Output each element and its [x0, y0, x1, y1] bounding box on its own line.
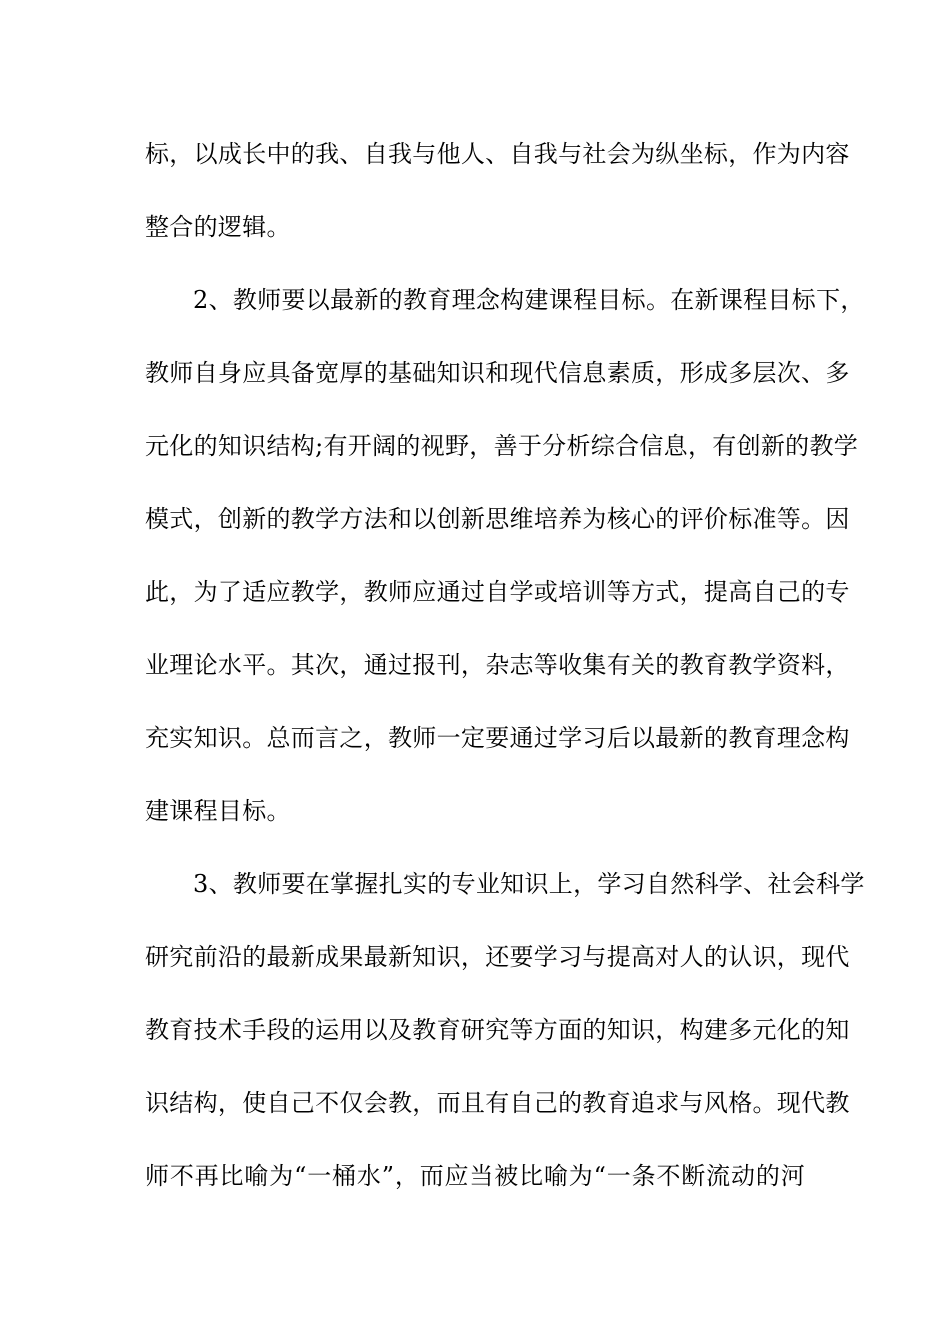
text-line: 模式，创新的教学方法和以创新思维培养为核心的评价标准等。因 — [145, 505, 850, 533]
paragraph-2-first-line: 2、教师要以最新的教育理念构建课程目标。在新课程目标下， — [193, 286, 865, 314]
text-line: 业理论水平。其次，通过报刊，杂志等收集有关的教育教学资料， — [145, 651, 850, 679]
paragraph-3-first-line: 3、教师要在掌握扎实的专业知识上，学习自然科学、社会科学 — [193, 870, 865, 898]
text-line: 整合的逻辑。 — [145, 213, 291, 241]
text-line: 识结构，使自己不仅会教，而且有自己的教育追求与风格。现代教 — [145, 1089, 850, 1117]
text-line: 教育技术手段的运用以及教育研究等方面的知识，构建多元化的知 — [145, 1016, 850, 1044]
text-line: 研究前沿的最新成果最新知识，还要学习与提高对人的认识，现代 — [145, 943, 850, 971]
text-line: 充实知识。总而言之，教师一定要通过学习后以最新的教育理念构 — [145, 724, 850, 752]
text-line: 标，以成长中的我、自我与他人、自我与社会为纵坐标，作为内容 — [145, 140, 850, 168]
text-line: 教师自身应具备宽厚的基础知识和现代信息素质，形成多层次、多 — [145, 359, 850, 387]
text-line: 师不再比喻为“一桶水”，而应当被比喻为“一条不断流动的河 — [145, 1162, 805, 1190]
text-line: 元化的知识结构;有开阔的视野，善于分析综合信息，有创新的教学 — [145, 432, 859, 460]
text-line: 此，为了适应教学，教师应通过自学或培训等方式，提高自己的专 — [145, 578, 850, 606]
text-line: 建课程目标。 — [145, 797, 291, 825]
